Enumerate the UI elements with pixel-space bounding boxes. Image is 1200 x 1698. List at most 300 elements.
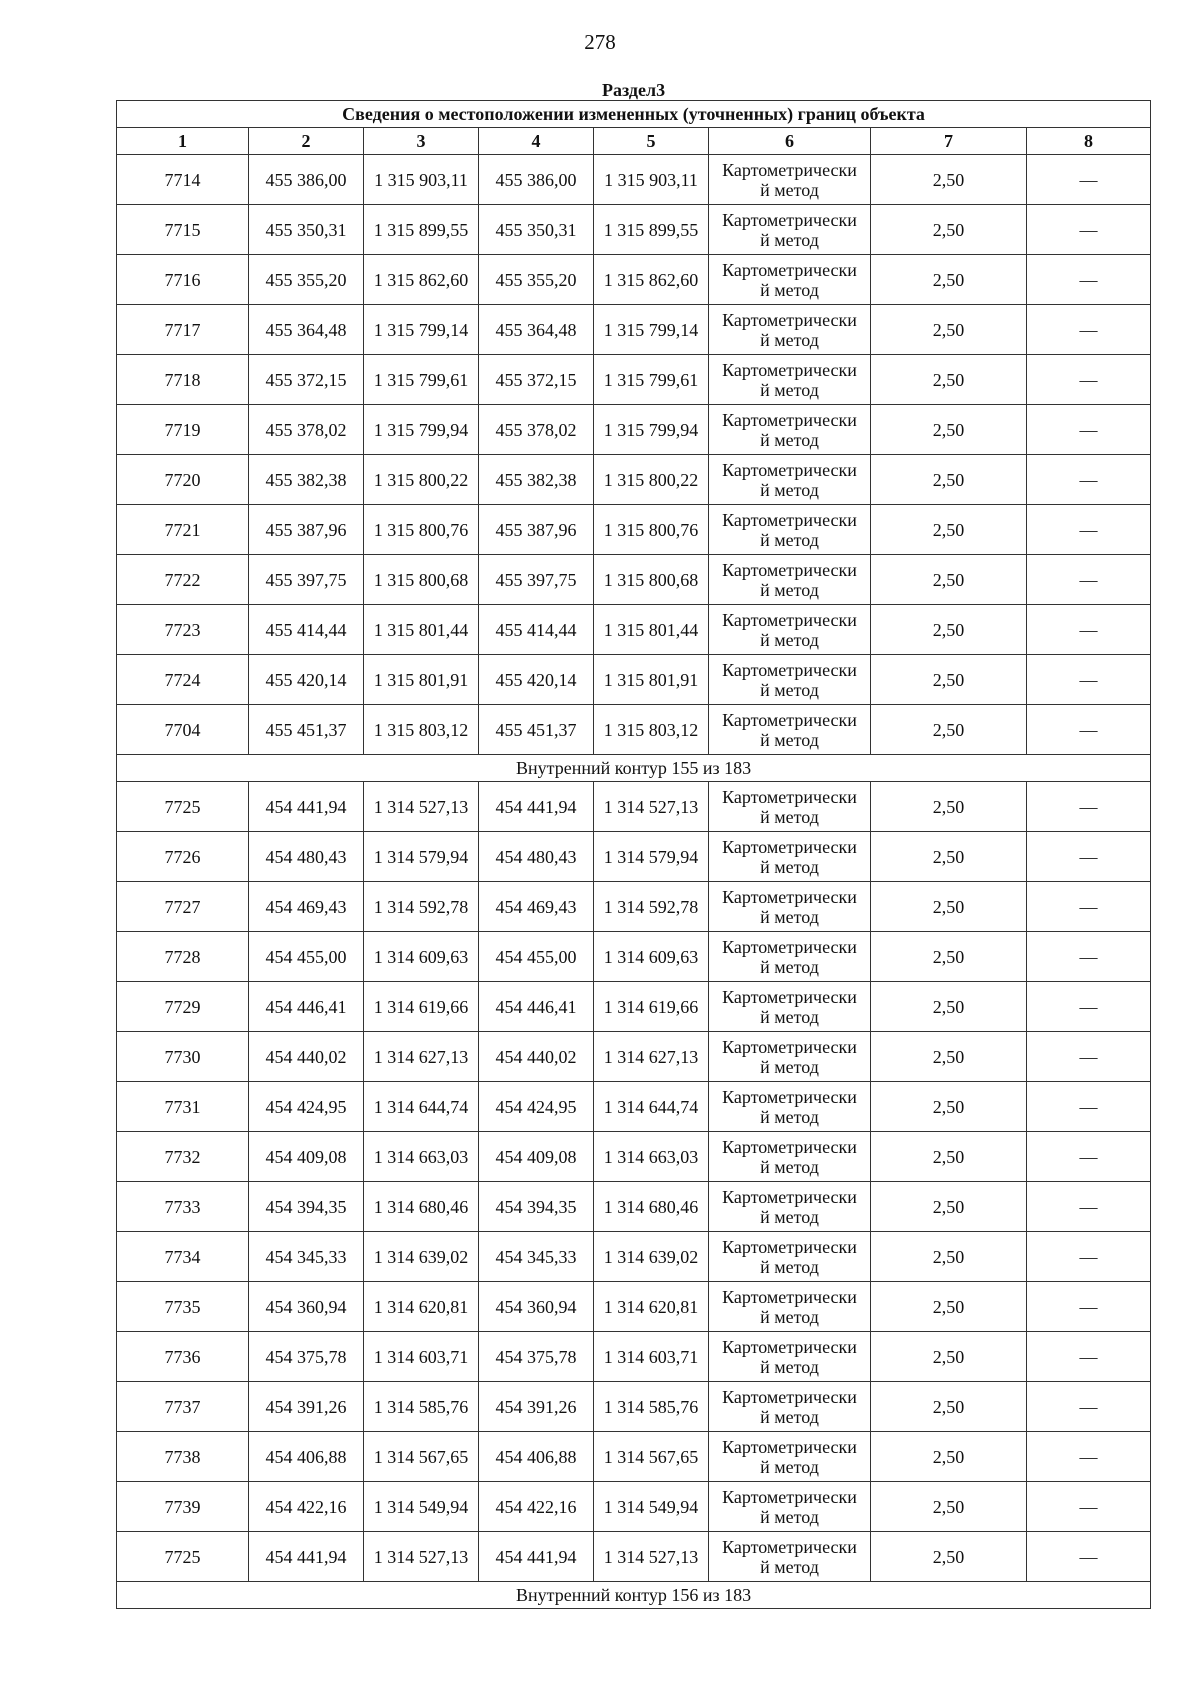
method-text-line2: й метод [760, 1006, 819, 1027]
method-text-line1: Картометрически [722, 936, 857, 957]
table-row [117, 1382, 1151, 1432]
description-cell: — [1027, 1282, 1151, 1332]
y-coordinate-cell: 1 315 801,91 [594, 655, 709, 705]
point-number-cell: 7718 [117, 355, 249, 405]
method-cell [709, 1132, 871, 1182]
y-coordinate-cell: 1 314 644,74 [594, 1082, 709, 1132]
method-cell [709, 155, 871, 205]
description-cell: — [1027, 1382, 1151, 1432]
y-coordinate-cell: 1 314 579,94 [364, 832, 479, 882]
method-text-line1: Картометрически [722, 1386, 857, 1407]
y-coordinate-cell: 1 315 800,76 [594, 505, 709, 555]
method-text-line2: й метод [760, 629, 819, 650]
point-number-cell: 7720 [117, 455, 249, 505]
method-text-line1: Картометрически [722, 709, 857, 730]
x-coordinate-cell: 454 440,02 [249, 1032, 364, 1082]
y-coordinate-cell: 1 314 639,02 [594, 1232, 709, 1282]
y-coordinate-cell: 1 315 862,60 [594, 255, 709, 305]
x-coordinate-cell: 454 391,26 [479, 1382, 594, 1432]
method-text-line2: й метод [760, 329, 819, 350]
x-coordinate-cell: 454 345,33 [479, 1232, 594, 1282]
y-coordinate-cell: 1 315 799,14 [594, 305, 709, 355]
table-title-row [117, 101, 1151, 128]
contour-section-row [117, 755, 1151, 782]
point-number-cell: 7738 [117, 1432, 249, 1482]
description-cell: — [1027, 1432, 1151, 1482]
accuracy-cell: 2,50 [871, 705, 1027, 755]
point-number-cell: 7736 [117, 1332, 249, 1382]
method-text-line1: Картометрически [722, 559, 857, 580]
point-number-cell: 7731 [117, 1082, 249, 1132]
point-number-cell: 7724 [117, 655, 249, 705]
point-number-cell: 7737 [117, 1382, 249, 1432]
method-text-line2: й метод [760, 579, 819, 600]
column-header: 1 [117, 128, 249, 155]
accuracy-cell: 2,50 [871, 932, 1027, 982]
table-body [117, 80, 1151, 1609]
accuracy-cell: 2,50 [871, 555, 1027, 605]
y-coordinate-cell: 1 315 803,12 [594, 705, 709, 755]
x-coordinate-cell: 454 391,26 [249, 1382, 364, 1432]
x-coordinate-cell: 454 422,16 [479, 1482, 594, 1532]
column-header-row [117, 128, 1151, 155]
table-row [117, 1182, 1151, 1232]
x-coordinate-cell: 455 378,02 [479, 405, 594, 455]
table-row [117, 655, 1151, 705]
method-cell [709, 1232, 871, 1282]
x-coordinate-cell: 454 441,94 [249, 782, 364, 832]
method-text-line1: Картометрически [722, 209, 857, 230]
x-coordinate-cell: 455 397,75 [249, 555, 364, 605]
x-coordinate-cell: 455 420,14 [479, 655, 594, 705]
x-coordinate-cell: 455 382,38 [249, 455, 364, 505]
method-cell [709, 405, 871, 455]
description-cell: — [1027, 705, 1151, 755]
x-coordinate-cell: 454 441,94 [479, 1532, 594, 1582]
table-row [117, 355, 1151, 405]
method-text-line1: Картометрически [722, 409, 857, 430]
method-cell [709, 455, 871, 505]
method-text-line1: Картометрически [722, 609, 857, 630]
x-coordinate-cell: 454 406,88 [249, 1432, 364, 1482]
table-row [117, 1232, 1151, 1282]
y-coordinate-cell: 1 314 680,46 [594, 1182, 709, 1232]
method-text-line2: й метод [760, 1556, 819, 1577]
method-cell [709, 932, 871, 982]
method-cell [709, 505, 871, 555]
method-text-line2: й метод [760, 1356, 819, 1377]
accuracy-cell: 2,50 [871, 1482, 1027, 1532]
method-text-line1: Картометрически [722, 1336, 857, 1357]
x-coordinate-cell: 455 372,15 [249, 355, 364, 405]
method-cell [709, 1382, 871, 1432]
method-text-line1: Картометрически [722, 1286, 857, 1307]
method-text-line2: й метод [760, 279, 819, 300]
method-cell [709, 832, 871, 882]
method-cell [709, 982, 871, 1032]
table-row [117, 1432, 1151, 1482]
x-coordinate-cell: 455 382,38 [479, 455, 594, 505]
point-number-cell: 7729 [117, 982, 249, 1032]
method-text-line2: й метод [760, 379, 819, 400]
description-cell: — [1027, 1182, 1151, 1232]
point-number-cell: 7714 [117, 155, 249, 205]
description-cell: — [1027, 405, 1151, 455]
y-coordinate-cell: 1 314 579,94 [594, 832, 709, 882]
x-coordinate-cell: 454 345,33 [249, 1232, 364, 1282]
point-number-cell: 7715 [117, 205, 249, 255]
method-cell [709, 1432, 871, 1482]
x-coordinate-cell: 454 480,43 [249, 832, 364, 882]
y-coordinate-cell: 1 314 644,74 [364, 1082, 479, 1132]
method-text-line1: Картометрически [722, 1236, 857, 1257]
y-coordinate-cell: 1 315 799,14 [364, 305, 479, 355]
point-number-cell: 7734 [117, 1232, 249, 1282]
column-header: 2 [249, 128, 364, 155]
method-text-line2: й метод [760, 956, 819, 977]
y-coordinate-cell: 1 314 609,63 [594, 932, 709, 982]
x-coordinate-cell: 455 386,00 [479, 155, 594, 205]
point-number-cell: 7726 [117, 832, 249, 882]
x-coordinate-cell: 454 469,43 [479, 882, 594, 932]
x-coordinate-cell: 454 446,41 [249, 982, 364, 1032]
accuracy-cell: 2,50 [871, 305, 1027, 355]
table-row [117, 1032, 1151, 1082]
accuracy-cell: 2,50 [871, 782, 1027, 832]
y-coordinate-cell: 1 314 663,03 [364, 1132, 479, 1182]
method-text-line1: Картометрически [722, 986, 857, 1007]
boundary-table [116, 80, 1151, 1609]
x-coordinate-cell: 455 364,48 [479, 305, 594, 355]
method-text-line1: Картометрически [722, 1536, 857, 1557]
accuracy-cell: 2,50 [871, 1532, 1027, 1582]
method-cell [709, 605, 871, 655]
x-coordinate-cell: 455 378,02 [249, 405, 364, 455]
point-number-cell: 7716 [117, 255, 249, 305]
x-coordinate-cell: 455 414,44 [479, 605, 594, 655]
table-row [117, 605, 1151, 655]
accuracy-cell: 2,50 [871, 655, 1027, 705]
y-coordinate-cell: 1 315 800,22 [364, 455, 479, 505]
y-coordinate-cell: 1 315 862,60 [364, 255, 479, 305]
description-cell: — [1027, 1082, 1151, 1132]
x-coordinate-cell: 454 360,94 [249, 1282, 364, 1332]
description-cell: — [1027, 1032, 1151, 1082]
method-cell [709, 1332, 871, 1382]
y-coordinate-cell: 1 314 567,65 [594, 1432, 709, 1482]
method-text-line1: Картометрически [722, 659, 857, 680]
y-coordinate-cell: 1 314 585,76 [364, 1382, 479, 1432]
method-text-line2: й метод [760, 1506, 819, 1527]
x-coordinate-cell: 455 355,20 [479, 255, 594, 305]
method-cell [709, 205, 871, 255]
table-row [117, 205, 1151, 255]
x-coordinate-cell: 454 455,00 [249, 932, 364, 982]
x-coordinate-cell: 455 451,37 [479, 705, 594, 755]
x-coordinate-cell: 455 350,31 [249, 205, 364, 255]
column-header: 4 [479, 128, 594, 155]
point-number-cell: 7722 [117, 555, 249, 605]
y-coordinate-cell: 1 314 592,78 [594, 882, 709, 932]
x-coordinate-cell: 454 480,43 [479, 832, 594, 882]
column-header: 3 [364, 128, 479, 155]
y-coordinate-cell: 1 315 903,11 [594, 155, 709, 205]
description-cell: — [1027, 832, 1151, 882]
accuracy-cell: 2,50 [871, 205, 1027, 255]
y-coordinate-cell: 1 314 627,13 [364, 1032, 479, 1082]
y-coordinate-cell: 1 315 800,76 [364, 505, 479, 555]
table-row [117, 705, 1151, 755]
x-coordinate-cell: 455 414,44 [249, 605, 364, 655]
x-coordinate-cell: 454 446,41 [479, 982, 594, 1032]
method-cell [709, 1032, 871, 1082]
y-coordinate-cell: 1 314 609,63 [364, 932, 479, 982]
table-row [117, 505, 1151, 555]
table-title: Сведения о местоположении измененных (уточненных) границ объекта [117, 101, 1151, 128]
description-cell: — [1027, 205, 1151, 255]
x-coordinate-cell: 454 375,78 [479, 1332, 594, 1382]
table-row [117, 155, 1151, 205]
description-cell: — [1027, 555, 1151, 605]
y-coordinate-cell: 1 315 903,11 [364, 155, 479, 205]
y-coordinate-cell: 1 315 899,55 [594, 205, 709, 255]
y-coordinate-cell: 1 314 549,94 [594, 1482, 709, 1532]
y-coordinate-cell: 1 315 803,12 [364, 705, 479, 755]
x-coordinate-cell: 454 424,95 [479, 1082, 594, 1132]
method-text-line1: Картометрически [722, 359, 857, 380]
accuracy-cell: 2,50 [871, 1282, 1027, 1332]
method-cell [709, 1182, 871, 1232]
x-coordinate-cell: 455 372,15 [479, 355, 594, 405]
table-row [117, 882, 1151, 932]
method-text-line2: й метод [760, 679, 819, 700]
method-text-line2: й метод [760, 906, 819, 927]
accuracy-cell: 2,50 [871, 255, 1027, 305]
x-coordinate-cell: 454 441,94 [479, 782, 594, 832]
y-coordinate-cell: 1 315 799,94 [364, 405, 479, 455]
method-text-line1: Картометрически [722, 259, 857, 280]
method-text-line2: й метод [760, 229, 819, 250]
description-cell: — [1027, 882, 1151, 932]
method-text-line1: Картометрически [722, 1136, 857, 1157]
contour-label: Внутренний контур 156 из 183 [117, 1582, 1151, 1609]
accuracy-cell: 2,50 [871, 1382, 1027, 1432]
method-text-line1: Картометрически [722, 886, 857, 907]
method-text-line2: й метод [760, 179, 819, 200]
x-coordinate-cell: 455 420,14 [249, 655, 364, 705]
y-coordinate-cell: 1 314 639,02 [364, 1232, 479, 1282]
method-text-line2: й метод [760, 1306, 819, 1327]
description-cell: — [1027, 605, 1151, 655]
x-coordinate-cell: 455 451,37 [249, 705, 364, 755]
x-coordinate-cell: 454 394,35 [479, 1182, 594, 1232]
method-text-line1: Картометрически [722, 1486, 857, 1507]
point-number-cell: 7725 [117, 782, 249, 832]
method-cell [709, 305, 871, 355]
y-coordinate-cell: 1 315 899,55 [364, 205, 479, 255]
point-number-cell: 7721 [117, 505, 249, 555]
method-text-line2: й метод [760, 529, 819, 550]
point-number-cell: 7730 [117, 1032, 249, 1082]
method-cell [709, 1482, 871, 1532]
point-number-cell: 7717 [117, 305, 249, 355]
method-text-line1: Картометрически [722, 1436, 857, 1457]
section-label: Раздел3 [602, 80, 666, 100]
y-coordinate-cell: 1 314 549,94 [364, 1482, 479, 1532]
x-coordinate-cell: 455 397,75 [479, 555, 594, 605]
page-number: 278 [584, 30, 616, 54]
y-coordinate-cell: 1 315 800,68 [364, 555, 479, 605]
method-text-line2: й метод [760, 856, 819, 877]
y-coordinate-cell: 1 314 527,13 [594, 1532, 709, 1582]
method-text-line1: Картометрически [722, 459, 857, 480]
y-coordinate-cell: 1 314 627,13 [594, 1032, 709, 1082]
description-cell: — [1027, 155, 1151, 205]
x-coordinate-cell: 455 386,00 [249, 155, 364, 205]
method-cell [709, 782, 871, 832]
x-coordinate-cell: 455 387,96 [479, 505, 594, 555]
y-coordinate-cell: 1 315 801,44 [594, 605, 709, 655]
accuracy-cell: 2,50 [871, 1332, 1027, 1382]
method-text-line2: й метод [760, 479, 819, 500]
point-number-cell: 7704 [117, 705, 249, 755]
point-number-cell: 7725 [117, 1532, 249, 1582]
method-text-line1: Картометрически [722, 1086, 857, 1107]
table-row [117, 1082, 1151, 1132]
y-coordinate-cell: 1 314 527,13 [594, 782, 709, 832]
description-cell: — [1027, 1132, 1151, 1182]
method-text-line1: Картометрически [722, 836, 857, 857]
method-cell [709, 1282, 871, 1332]
y-coordinate-cell: 1 315 799,94 [594, 405, 709, 455]
accuracy-cell: 2,50 [871, 882, 1027, 932]
method-cell [709, 882, 871, 932]
y-coordinate-cell: 1 314 620,81 [364, 1282, 479, 1332]
y-coordinate-cell: 1 315 799,61 [594, 355, 709, 405]
method-cell [709, 705, 871, 755]
x-coordinate-cell: 454 406,88 [479, 1432, 594, 1482]
description-cell: — [1027, 982, 1151, 1032]
section-label-row [117, 80, 1151, 101]
accuracy-cell: 2,50 [871, 405, 1027, 455]
y-coordinate-cell: 1 315 800,22 [594, 455, 709, 505]
y-coordinate-cell: 1 314 619,66 [594, 982, 709, 1032]
accuracy-cell: 2,50 [871, 1132, 1027, 1182]
accuracy-cell: 2,50 [871, 1032, 1027, 1082]
x-coordinate-cell: 454 469,43 [249, 882, 364, 932]
table-row [117, 782, 1151, 832]
description-cell: — [1027, 1232, 1151, 1282]
y-coordinate-cell: 1 314 585,76 [594, 1382, 709, 1432]
x-coordinate-cell: 454 360,94 [479, 1282, 594, 1332]
method-text-line2: й метод [760, 1256, 819, 1277]
table-row [117, 1282, 1151, 1332]
point-number-cell: 7728 [117, 932, 249, 982]
x-coordinate-cell: 454 455,00 [479, 932, 594, 982]
table-row [117, 555, 1151, 605]
method-text-line2: й метод [760, 729, 819, 750]
table-row [117, 982, 1151, 1032]
method-text-line2: й метод [760, 1106, 819, 1127]
column-header: 6 [709, 128, 871, 155]
y-coordinate-cell: 1 315 801,91 [364, 655, 479, 705]
point-number-cell: 7732 [117, 1132, 249, 1182]
description-cell: — [1027, 505, 1151, 555]
method-text-line1: Картометрически [722, 509, 857, 530]
x-coordinate-cell: 455 364,48 [249, 305, 364, 355]
description-cell: — [1027, 1532, 1151, 1582]
description-cell: — [1027, 655, 1151, 705]
y-coordinate-cell: 1 314 527,13 [364, 782, 479, 832]
y-coordinate-cell: 1 314 567,65 [364, 1432, 479, 1482]
method-cell [709, 655, 871, 705]
point-number-cell: 7733 [117, 1182, 249, 1232]
table-row [117, 405, 1151, 455]
accuracy-cell: 2,50 [871, 505, 1027, 555]
accuracy-cell: 2,50 [871, 455, 1027, 505]
point-number-cell: 7723 [117, 605, 249, 655]
description-cell: — [1027, 1482, 1151, 1532]
method-text-line1: Картометрически [722, 309, 857, 330]
accuracy-cell: 2,50 [871, 1432, 1027, 1482]
method-text-line2: й метод [760, 1056, 819, 1077]
accuracy-cell: 2,50 [871, 605, 1027, 655]
table-row [117, 832, 1151, 882]
column-header: 8 [1027, 128, 1151, 155]
contour-section-row [117, 1582, 1151, 1609]
accuracy-cell: 2,50 [871, 982, 1027, 1032]
y-coordinate-cell: 1 315 800,68 [594, 555, 709, 605]
description-cell: — [1027, 1332, 1151, 1382]
point-number-cell: 7739 [117, 1482, 249, 1532]
accuracy-cell: 2,50 [871, 832, 1027, 882]
method-text-line2: й метод [760, 1406, 819, 1427]
method-cell [709, 255, 871, 305]
method-text-line2: й метод [760, 429, 819, 450]
column-header: 7 [871, 128, 1027, 155]
x-coordinate-cell: 454 409,08 [479, 1132, 594, 1182]
accuracy-cell: 2,50 [871, 1182, 1027, 1232]
x-coordinate-cell: 454 409,08 [249, 1132, 364, 1182]
x-coordinate-cell: 455 387,96 [249, 505, 364, 555]
method-cell [709, 1532, 871, 1582]
x-coordinate-cell: 455 355,20 [249, 255, 364, 305]
method-text-line2: й метод [760, 1156, 819, 1177]
accuracy-cell: 2,50 [871, 155, 1027, 205]
y-coordinate-cell: 1 314 592,78 [364, 882, 479, 932]
table-row [117, 305, 1151, 355]
contour-label: Внутренний контур 155 из 183 [117, 755, 1151, 782]
y-coordinate-cell: 1 314 603,71 [594, 1332, 709, 1382]
table-row [117, 1332, 1151, 1382]
description-cell: — [1027, 782, 1151, 832]
y-coordinate-cell: 1 314 619,66 [364, 982, 479, 1032]
method-cell [709, 555, 871, 605]
y-coordinate-cell: 1 314 527,13 [364, 1532, 479, 1582]
method-cell [709, 1082, 871, 1132]
table-row [117, 455, 1151, 505]
table-row [117, 1482, 1151, 1532]
point-number-cell: 7727 [117, 882, 249, 932]
x-coordinate-cell: 454 375,78 [249, 1332, 364, 1382]
x-coordinate-cell: 455 350,31 [479, 205, 594, 255]
method-text-line2: й метод [760, 1206, 819, 1227]
description-cell: — [1027, 932, 1151, 982]
accuracy-cell: 2,50 [871, 355, 1027, 405]
y-coordinate-cell: 1 315 801,44 [364, 605, 479, 655]
method-text-line1: Картометрически [722, 1036, 857, 1057]
x-coordinate-cell: 454 441,94 [249, 1532, 364, 1582]
